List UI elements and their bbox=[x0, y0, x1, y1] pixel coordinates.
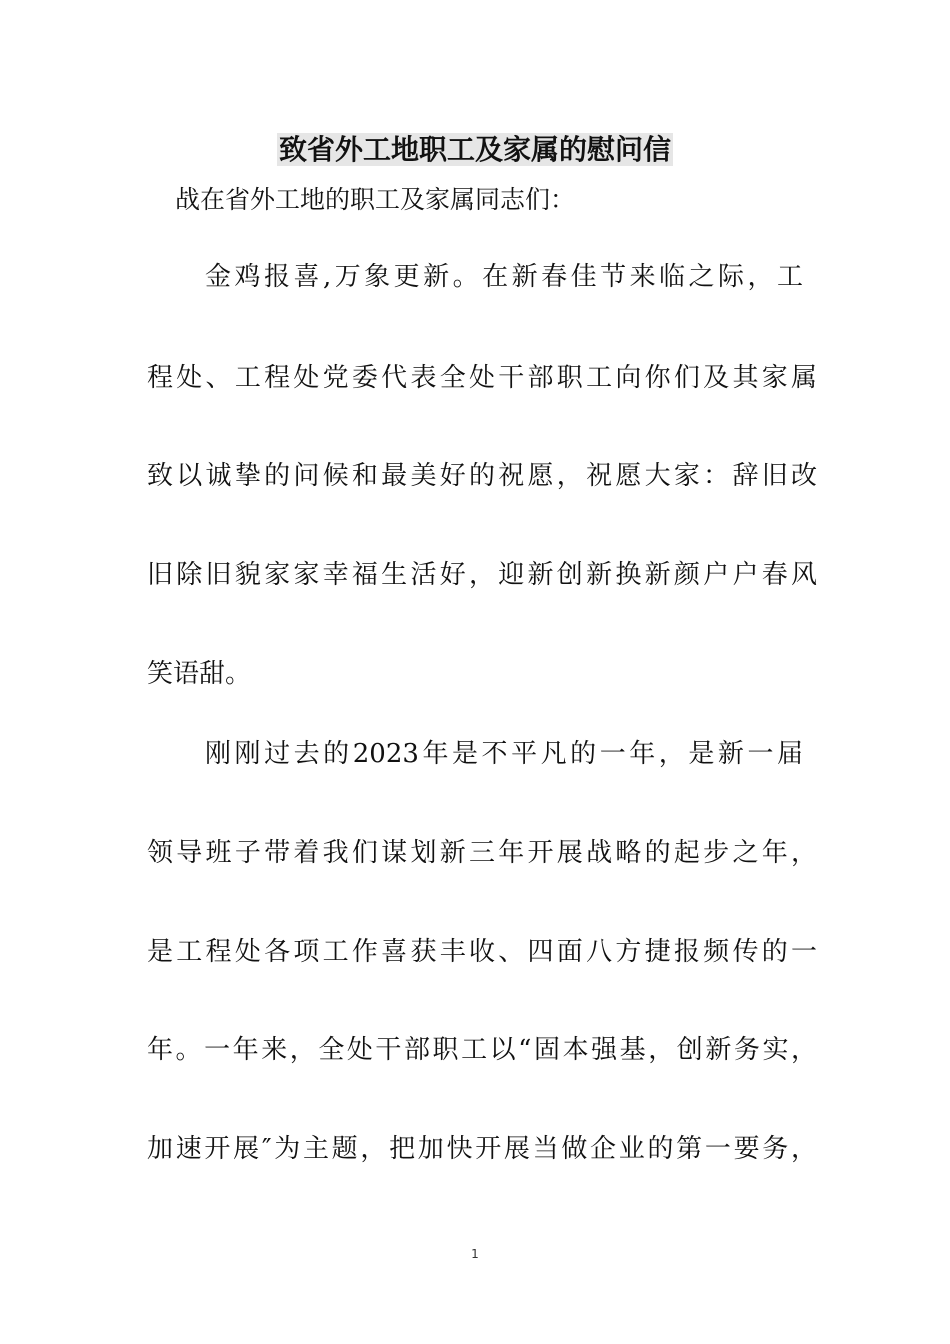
paragraph-2-line-4: 年。一年来，全处干部职工以“固本强基，创新务实， bbox=[147, 1035, 817, 1065]
paragraph-1-line-3: 致以诚挚的问候和最美好的祝愿，祝愿大家：辞旧改 bbox=[147, 461, 817, 491]
paragraph-1-line-1: 金鸡报喜,万象更新。在新春佳节来临之际，工 bbox=[205, 262, 803, 292]
paragraph-2-line-2: 领导班子带着我们谋划新三年开展战略的起步之年， bbox=[147, 838, 817, 868]
page-number: 1 bbox=[471, 1247, 479, 1261]
paragraph-2-line-5: 加速开展″为主题，把加快开展当做企业的第一要务， bbox=[147, 1134, 817, 1164]
title-text: 致省外工地职工及家属的慰问信 bbox=[278, 133, 671, 166]
paragraph-1-line-5: 笑语甜。 bbox=[147, 659, 252, 689]
page-title bbox=[0, 130, 950, 170]
paragraph-2-line-1: 刚刚过去的2023年是不平凡的一年，是新一届 bbox=[205, 739, 803, 769]
paragraph-2-line-3: 是工程处各项工作喜获丰收、四面八方捷报频传的一 bbox=[147, 937, 817, 967]
paragraph-1-line-4: 旧除旧貌家家幸福生活好，迎新创新换新颜户户春风 bbox=[147, 560, 817, 590]
salutation: 战在省外工地的职工及家属同志们： bbox=[175, 185, 576, 214]
paragraph-1-line-2: 程处、工程处党委代表全处干部职工向你们及其家属 bbox=[147, 363, 817, 393]
